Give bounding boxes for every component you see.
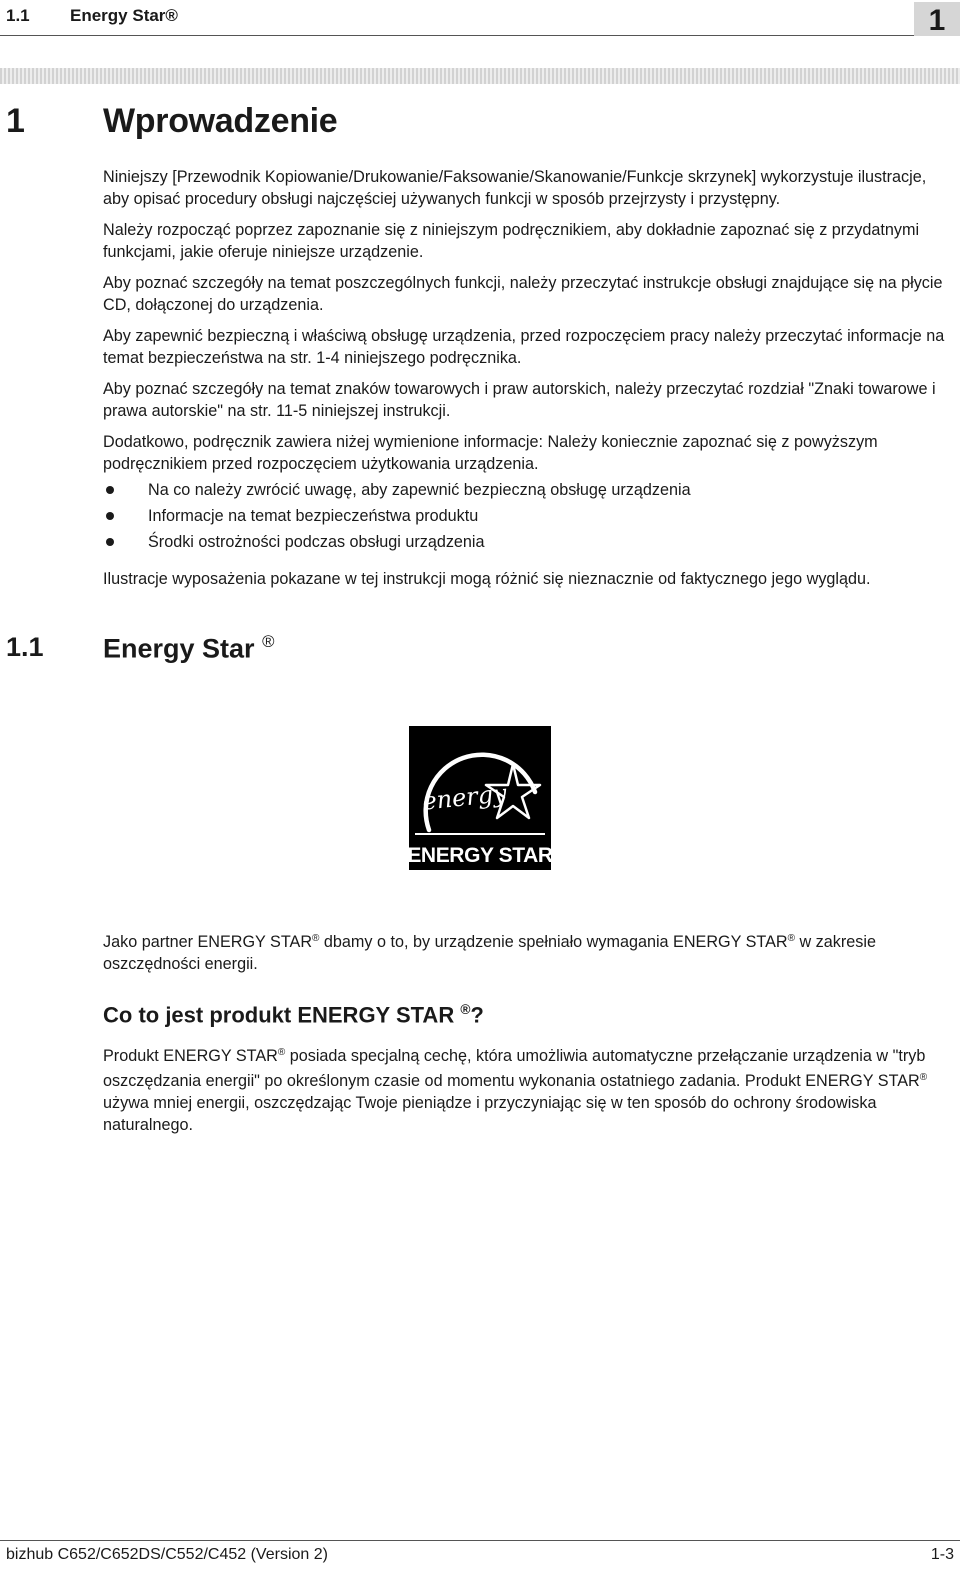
registered-mark: ®	[919, 1072, 928, 1084]
bullet-icon	[106, 486, 114, 494]
product-text: posiada specjalną cechę, która umożliwia automatyczne przełączanie urządzenia w "tryb oszczędzania energii" po określonym czasie od momentu wykonania ostatniego zadania. Produkt ENERGY STAR	[103, 1047, 926, 1091]
intro-paragraph: Aby poznać szczegóły na temat znaków towarowych i praw autorskich, należy przeczytać rozdział "Znaki towarowe i prawa autorskie" na str. 11-5 niniejszej instrukcji.	[103, 380, 936, 420]
energy-star-logo-icon	[409, 726, 551, 870]
intro-content	[103, 166, 955, 599]
header-rule	[0, 35, 914, 36]
chapter-title: Wprowadzenie	[103, 102, 338, 140]
subsection-title-suffix: ?	[470, 1002, 484, 1028]
subsection-title-text: Co to jest produkt ENERGY STAR	[103, 1002, 455, 1028]
registered-mark: ®	[312, 933, 320, 944]
list-item-text: Informacje na temat bezpieczeństwa produktu	[148, 507, 479, 525]
partner-text: w zakresie oszczędności energii.	[103, 933, 876, 974]
footer-model: bizhub C652/C652DS/C552/C452 (Version 2)	[6, 1546, 328, 1563]
list-item-text: Na co należy zwrócić uwagę, aby zapewnić bezpieczną obsługę urządzenia	[148, 481, 691, 499]
registered-mark: ®	[262, 632, 275, 651]
footer-rule	[0, 1540, 960, 1541]
list-item-text: Środki ostrożności podczas obsługi urządzenia	[148, 533, 485, 551]
energy-star-content	[103, 928, 955, 975]
chapter-band	[0, 68, 960, 84]
section-title	[103, 632, 274, 664]
intro-paragraph: Aby poznać szczegóły na temat poszczególnych funkcji, należy przeczytać instrukcje obsługi znajdujące się na płycie CD, dołączonej do urządzenia.	[103, 274, 943, 314]
header-chapter-number: 1	[914, 2, 960, 36]
list-item	[103, 531, 955, 557]
registered-mark: ®	[787, 933, 795, 944]
product-text: Produkt ENERGY STAR	[103, 1047, 278, 1066]
footer-page-number: 1-3	[930, 1546, 954, 1563]
intro-closing: Ilustracje wyposażenia pokazane w tej instrukcji mogą różnić się nieznacznie od faktycznego jego wyglądu.	[103, 570, 871, 588]
list-item	[103, 479, 955, 505]
intro-paragraph: Niniejszy [Przewodnik Kopiowanie/Drukowanie/Faksowanie/Skanowanie/Funkcje skrzynek] wykorzystuje ilustracje, aby opisać procedury obsługi najczęściej używanych funkcji w sposób przejrzysty i przystępny.	[103, 168, 927, 208]
header-section-number: 1.1	[6, 6, 30, 25]
header-section-title: Energy Star®	[70, 6, 178, 25]
registered-mark: ®	[277, 1047, 286, 1058]
energy-star-logo	[409, 726, 551, 870]
partner-text: dbamy o to, by urządzenie spełniało wymagania ENERGY STAR	[319, 933, 788, 952]
partner-text: Jako partner ENERGY STAR	[103, 933, 313, 952]
logo-label: ENERGY STAR	[409, 844, 551, 867]
bullet-list	[103, 479, 955, 557]
logo-script-text: energy	[421, 779, 508, 816]
section-title-text: Energy Star	[103, 633, 255, 664]
product-paragraph	[103, 1042, 955, 1136]
intro-paragraph: Należy rozpocząć poprzez zapoznanie się z niniejszym podręcznikiem, aby dokładnie zapoznać się z przydatnymi funkcjami, jakie oferuje niniejsze urządzenie.	[103, 221, 920, 261]
registered-mark: ®	[460, 1002, 471, 1017]
bullet-icon	[106, 538, 114, 546]
intro-paragraph: Aby zapewnić bezpieczną i właściwą obsługę urządzenia, przed rozpoczęciem pracy należy przeczytać informacje na temat bezpieczeństwa na str. 1-4 niniejszego podręcznika.	[103, 327, 945, 367]
intro-paragraph: Dodatkowo, podręcznik zawiera niżej wymienione informacje: Należy koniecznie zapoznać się z powyższym podręcznikiem przed rozpoczęciem użytkowania urządzenia.	[103, 433, 878, 473]
bullet-icon	[106, 512, 114, 520]
product-text: używa mniej energii, oszczędzając Twoje pieniądze i przyczyniając się w ten sposób do ochrony środowiska naturalnego.	[103, 1094, 877, 1135]
chapter-number: 1	[6, 102, 25, 140]
section-number: 1.1	[6, 632, 44, 662]
partner-paragraph	[103, 928, 955, 975]
subsection-title	[103, 1002, 484, 1028]
list-item	[103, 505, 955, 531]
